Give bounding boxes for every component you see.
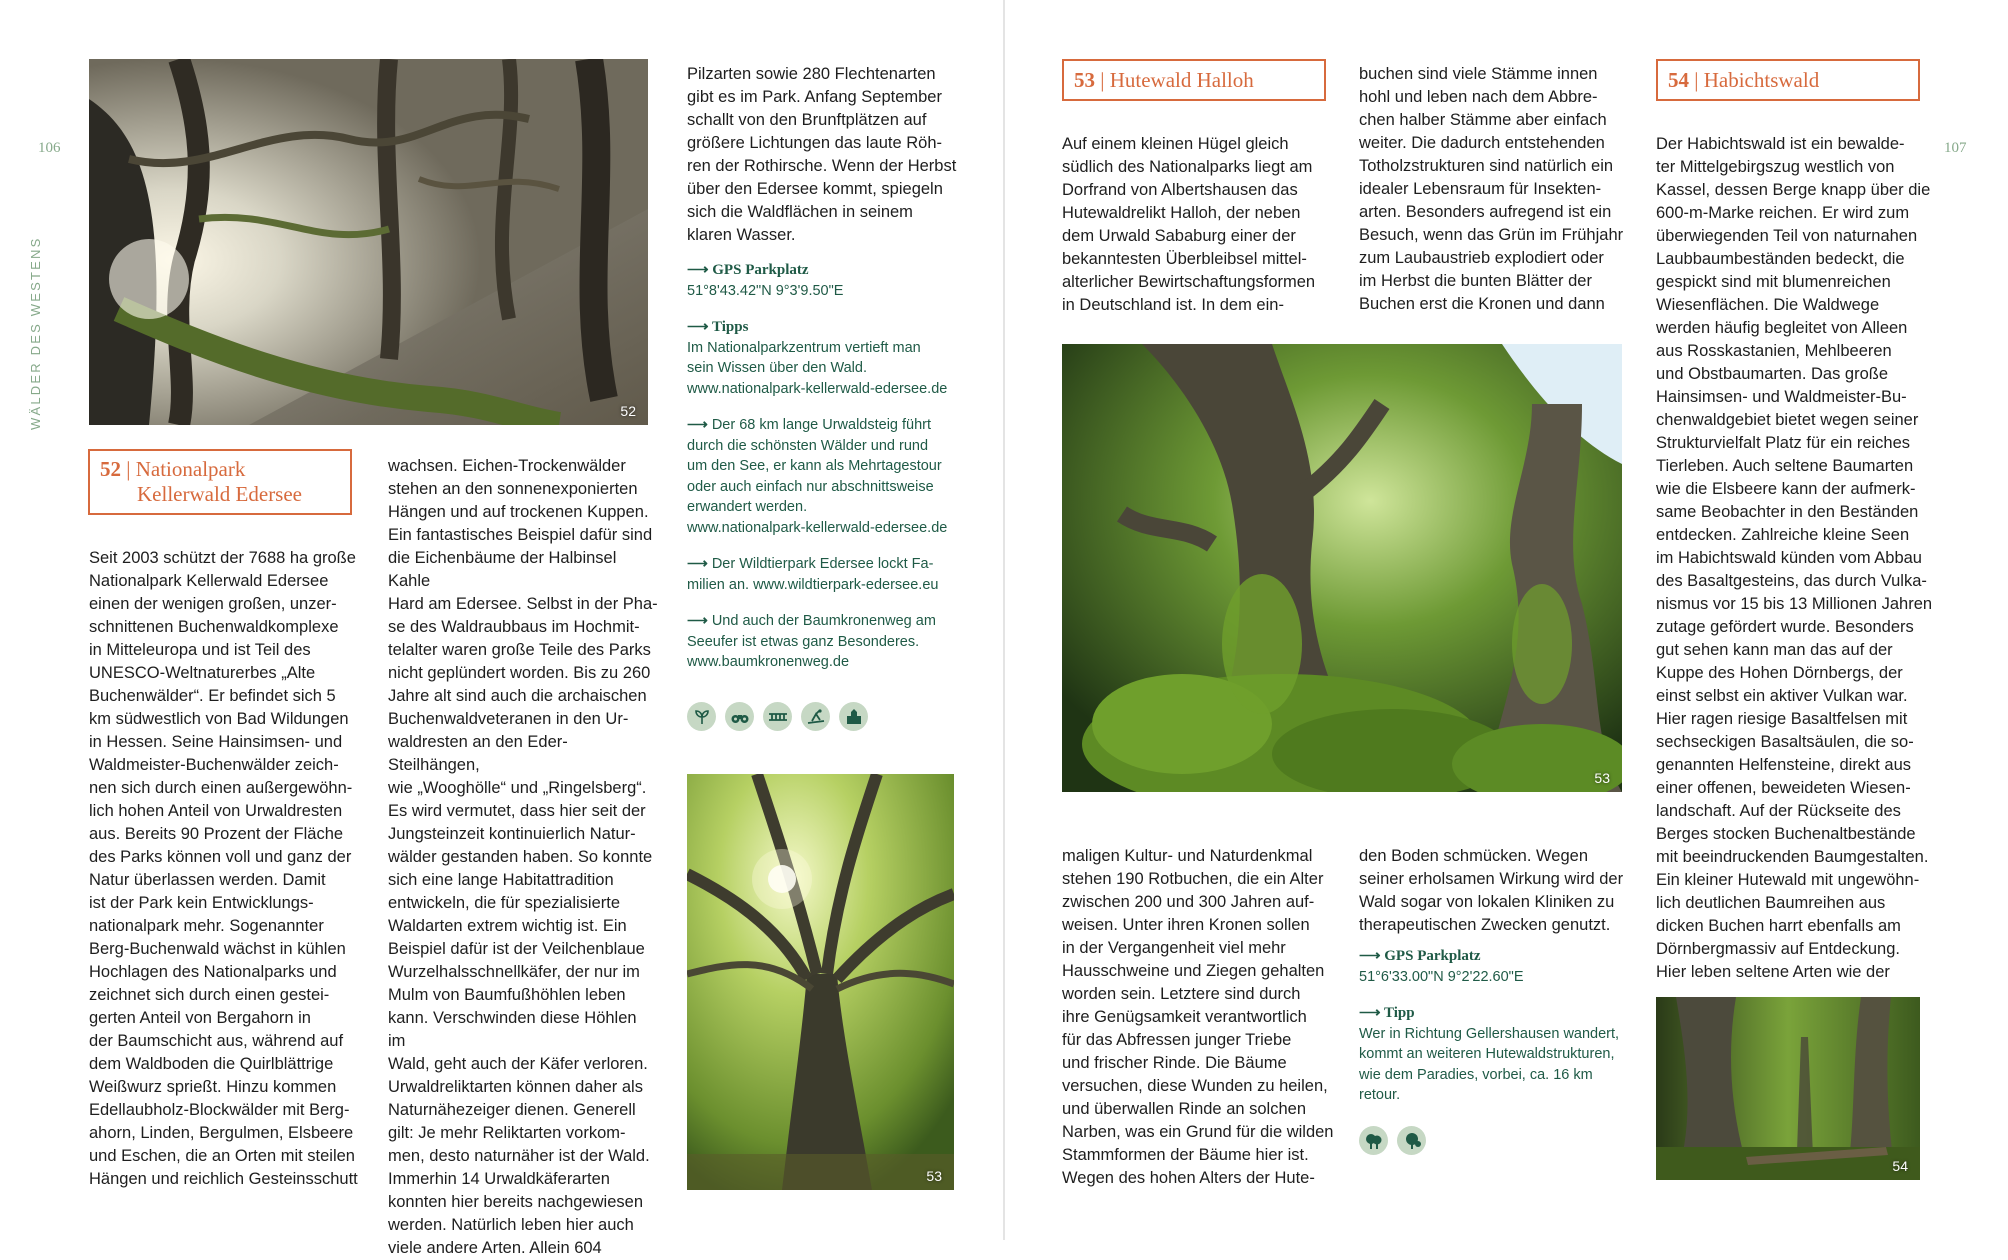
text-line: Hutewaldrelikt Halloh, der neben: [1062, 204, 1301, 222]
text-line: se des Waldraubbaus im Hochmit-: [388, 618, 640, 636]
running-head: WÄLDER DES WESTENS: [28, 236, 43, 430]
text-line: werden häufig begleitet von Alleen: [1656, 319, 1908, 337]
text-line: schallt von den Brunftplätzen auf: [687, 111, 927, 129]
tip-link[interactable]: www.nationalpark-kellerwald-edersee.de: [687, 519, 948, 536]
text-line: ahorn, Linden, Bergulmen, Elsbeere: [89, 1124, 354, 1142]
text-line: chen halber Stämme aber einfach: [1359, 111, 1607, 129]
tip-label: Tipp: [1384, 1005, 1415, 1021]
section-title-line2: Kellerwald Edersee: [137, 482, 302, 506]
text-line: aus. Bereits 90 Prozent der Fläche: [89, 825, 344, 843]
arrow-icon: ⟶: [687, 319, 709, 335]
text-line: lich deutlichen Baumreihen aus: [1656, 894, 1886, 912]
text-line: Wald, geht auch der Käfer verloren.: [388, 1055, 648, 1073]
text-line: therapeutischen Zwecken genutzt.: [1359, 916, 1611, 934]
text-line: bekanntesten Überbleibsel mittel-: [1062, 250, 1307, 268]
text-line: gespickt sind mit blumenreichen: [1656, 273, 1891, 291]
text-line: weiter. Die dadurch entstehenden: [1359, 134, 1605, 152]
text-line: und Obstbaumarten. Das große: [1656, 365, 1889, 383]
text-line: ihre Genügsamkeit verantwortlich: [1062, 1008, 1307, 1026]
photo-number: 53: [926, 1168, 942, 1184]
text-line: konnten hier bereits nachgewiesen: [388, 1193, 644, 1211]
text-line: Wiesenflächen. Die Waldwege: [1656, 296, 1880, 314]
text-line: alterlicher Bewirtschaftungsformen: [1062, 273, 1316, 291]
text-line: gerten Anteil von Bergahorn in: [89, 1009, 311, 1027]
leaf-icon: [687, 702, 716, 731]
text-line: wälder gestanden haben. So konnte: [388, 848, 653, 866]
tip-line: wie dem Paradies, vorbei, ca. 16 km: [1359, 1066, 1593, 1083]
forest-icon: [1359, 1126, 1388, 1155]
text-line: weisen. Unter ihren Kronen sollen: [1062, 916, 1310, 934]
tip-line: milien an. www.wildtierpark-edersee.eu: [687, 576, 939, 593]
text-line: Berges stocken Buchenaltbestände: [1656, 825, 1916, 843]
text-line: und Eschen, die an Orten mit steilen: [89, 1147, 355, 1165]
text-line: entdecken. Zahlreiche kleine Seen: [1656, 526, 1910, 544]
tip-line: Seeufer ist etwas ganz Besonderes.: [687, 633, 920, 650]
text-line: buchen sind viele Stämme innen: [1359, 65, 1598, 83]
text-line: men, desto naturnäher ist der Wald.: [388, 1147, 650, 1165]
text-line: Dörnbergmassiv auf Entdeckung.: [1656, 940, 1900, 958]
text-line: werden. Natürlich leben hier auch: [388, 1216, 634, 1234]
museum-icon: [839, 702, 868, 731]
section-53-column-a: [1062, 133, 1337, 317]
text-line: Wegen des hohen Alters der Hute-: [1062, 1169, 1315, 1187]
photo-kellerwald-oaks: [89, 59, 648, 425]
photo-number: 54: [1892, 1158, 1908, 1174]
text-line: entwickeln, die für spezialisierte: [388, 894, 621, 912]
text-line: zum Laubaustrieb explodiert oder: [1359, 249, 1604, 267]
text-line: schnittenen Buchenwaldkomplexe: [89, 618, 339, 636]
text-line: Berg-Buchenwald wächst in kühlen: [89, 940, 346, 958]
text-line: Es wird vermutet, dass hier seit der: [388, 802, 646, 820]
photo-number: 52: [620, 403, 636, 419]
arrow-icon: ⟶: [687, 556, 708, 572]
gps-coordinates: 51°8'43.42"N 9°3'9.50"E: [687, 282, 844, 299]
section-54-column: [1656, 133, 1934, 984]
text-line: idealer Lebensraum für Insekten-: [1359, 180, 1602, 198]
text-line: in Deutschland ist. In dem ein-: [1062, 296, 1284, 314]
text-line: den Boden schmücken. Wegen: [1359, 847, 1589, 865]
text-line: wie die Elsbeere kann der aufmerk-: [1656, 480, 1916, 498]
tip-line: Im Nationalparkzentrum vertieft man: [687, 339, 921, 356]
text-line: kann. Verschwinden diese Höhlen im: [388, 1009, 637, 1050]
text-line: Hochlagen des Nationalparks und: [89, 963, 337, 981]
text-line: nen sich durch einen außergewöhn-: [89, 779, 353, 797]
book-gutter: [1003, 0, 1005, 1240]
text-line: viele andere Arten. Allein 604: [388, 1239, 602, 1257]
text-line: hohl und leben nach dem Abbre-: [1359, 88, 1598, 106]
text-line: überwiegenden Teil von naturnahen: [1656, 227, 1918, 245]
text-line: Kuppe des Hohen Dörnbergs, der: [1656, 664, 1903, 682]
text-line: der Baumschicht aus, während auf: [89, 1032, 344, 1050]
tip-line: kommt an weiteren Hutewaldstrukturen,: [1359, 1046, 1615, 1062]
text-line: Buchenwaldveteranen in den Ur-: [388, 710, 629, 728]
text-line: Totholzstrukturen sind natürlich ein: [1359, 157, 1614, 175]
text-line: zwischen 200 und 300 Jahren auf-: [1062, 893, 1315, 911]
photo-number: 53: [1594, 770, 1610, 786]
text-line: Hier ragen riesige Basaltfelsen mit: [1656, 710, 1908, 728]
text-line: Ein kleiner Hutewald mit ungewöhn-: [1656, 871, 1920, 889]
text-line: UNESCO-Weltnaturerbes „Alte: [89, 664, 316, 682]
text-line: Naturnähezeiger dienen. Generell: [388, 1101, 636, 1119]
photo-oak-canopy: [687, 774, 954, 1190]
text-line: Waldarten extrem wichtig ist. Ein: [388, 917, 627, 935]
page-number-left: 106: [38, 140, 61, 156]
text-line: und frischer Rinde. Die Bäume: [1062, 1054, 1287, 1072]
tip-line: Der 68 km lange Urwaldsteig führt: [711, 417, 932, 433]
text-line: Waldmeister-Buchenwälder zeich-: [89, 756, 339, 774]
arrow-icon: ⟶: [687, 417, 708, 433]
tip-line: Der Wildtierpark Edersee lockt Fa-: [711, 556, 934, 572]
section-title: Habichtswald: [1703, 68, 1820, 92]
text-line: Urwaldreliktarten können daher als: [388, 1078, 643, 1096]
text-line: über den Edersee kommt, spiegeln: [687, 180, 943, 198]
text-line: genannten Helfensteine, direkt aus: [1656, 756, 1912, 774]
section-53-column-b2: [1359, 845, 1634, 937]
text-line: Kassel, dessen Berge knapp über die: [1656, 181, 1931, 199]
section-52-info: [687, 260, 977, 673]
text-line: waldresten an den Eder-Steilhängen,: [388, 733, 568, 774]
text-line: nismus vor 15 bis 13 Millionen Jahren: [1656, 595, 1933, 613]
text-line: lich hohen Anteil von Urwaldresten: [89, 802, 343, 820]
text-line: Buchenwälder“. Er befindet sich 5: [89, 687, 336, 705]
text-line: versuchen, diese Wunden zu heilen,: [1062, 1077, 1328, 1095]
tip-line: um den See, er kann als Mehrtagestour: [687, 458, 942, 474]
text-line: einer offenen, beweideten Wiesen-: [1656, 779, 1911, 797]
text-line: arten. Besonders aufregend ist ein: [1359, 203, 1612, 221]
tips-label: Tipps: [712, 319, 749, 335]
photo-hutewald-halloh: [1062, 344, 1622, 792]
text-line: sechseckigen Basaltsäulen, die so-: [1656, 733, 1914, 751]
text-line: seiner erholsamen Wirkung wird der: [1359, 870, 1624, 888]
text-line: km südwestlich von Bad Wildungen: [89, 710, 349, 728]
text-line: Hainsimsen- und Waldmeister-Bu-: [1656, 388, 1907, 406]
page-number-right: 107: [1944, 140, 1967, 156]
text-line: Stammformen der Bäume hier ist.: [1062, 1146, 1309, 1164]
arrow-icon: ⟶: [687, 613, 708, 629]
text-line: Jungsteinzeit kontinuierlich Natur-: [388, 825, 636, 843]
text-line: Jahre alt sind auch die archaischen: [388, 687, 647, 705]
text-line: Hängen und auf trockenen Kuppen.: [388, 503, 649, 521]
text-line: Buchen erst die Kronen und dann: [1359, 295, 1605, 313]
text-line: des Parks können voll und ganz der: [89, 848, 352, 866]
text-line: in der Vergangenheit viel mehr: [1062, 939, 1286, 957]
text-line: im Habichtswald künden vom Abbau: [1656, 549, 1922, 567]
text-line: sich eine lange Habitattradition: [388, 871, 614, 889]
tip-line: durch die schönsten Wälder und rund: [687, 437, 929, 454]
text-line: Der Habichtswald ist ein bewalde-: [1656, 135, 1905, 153]
tip-line: oder auch einfach nur abschnittsweise: [687, 478, 934, 495]
text-line: zutage gefördert wurde. Besonders: [1656, 618, 1914, 636]
tip-line: erwandert werden.: [687, 499, 808, 515]
text-line: nationalpark mehr. Sogenannter: [89, 917, 324, 935]
hiking-icon: [801, 702, 830, 731]
text-line: gilt: Je mehr Reliktarten vorkom-: [388, 1124, 626, 1142]
section-53-column-b: [1359, 63, 1634, 316]
text-line: größere Lichtungen das laute Röh-: [687, 134, 942, 152]
text-line: zeichnet sich durch einen gestei-: [89, 986, 330, 1004]
section-53-title: 53 | Hutewald Halloh: [1062, 59, 1326, 101]
text-line: dem Waldboden die Quirlblättrige: [89, 1055, 334, 1073]
section-53-icons: [1359, 1126, 1426, 1155]
text-line: stehen an den sonnenexponierten: [388, 480, 638, 498]
text-line: ren der Rothirsche. Wenn der Herbst: [687, 157, 957, 175]
text-line: und überwallen Rinde an solchen: [1062, 1100, 1307, 1118]
text-line: Edellaubholz-Blockwälder mit Berg-: [89, 1101, 350, 1119]
text-line: für das Abfressen junger Triebe: [1062, 1031, 1292, 1049]
text-line: Tierleben. Auch seltene Baumarten: [1656, 457, 1914, 475]
section-number: 52: [100, 457, 121, 481]
text-line: Besuch, wenn das Grün im Frühjahr: [1359, 226, 1624, 244]
text-line: dem Urwald Sababurg einer der: [1062, 227, 1296, 245]
tip-link[interactable]: www.nationalpark-kellerwald-edersee.de: [687, 380, 948, 397]
text-line: Weißwurz sprießt. Hinzu kommen: [89, 1078, 337, 1096]
text-line: Strukturvielfalt Platz für ein reiches: [1656, 434, 1911, 452]
section-title-line1: Nationalpark: [135, 457, 246, 481]
gps-label: GPS Parkplatz: [1384, 948, 1481, 964]
section-53-column-a2: [1062, 845, 1337, 1190]
section-52-column-2: [388, 455, 658, 1260]
tip-line: Wer in Richtung Gellershausen wandert,: [1359, 1025, 1620, 1042]
text-line: Hängen und reichlich Gesteinsschutt: [89, 1170, 358, 1188]
text-line: chenwaldgebiet bietet wegen seiner: [1656, 411, 1919, 429]
text-line: worden sein. Letztere sind durch: [1062, 985, 1301, 1003]
text-line: stehen 190 Rotbuchen, die ein Alter: [1062, 870, 1324, 888]
text-line: Nationalpark Kellerwald Edersee: [89, 572, 329, 590]
treetop-walk-icon: [763, 702, 792, 731]
tip-line: sein Wissen über den Wald.: [687, 360, 867, 376]
text-line: in Hessen. Seine Hainsimsen- und: [89, 733, 343, 751]
section-title: Hutewald Halloh: [1109, 68, 1254, 92]
text-line: landschaft. Auf der Rückseite des: [1656, 802, 1901, 820]
section-52-title: 52 | Nationalpark Kellerwald Edersee: [88, 449, 352, 515]
tip-link[interactable]: www.baumkronenweg.de: [687, 654, 850, 670]
tip-line: Und auch der Baumkronenweg am: [711, 613, 936, 629]
text-line: telalter waren große Teile des Parks: [388, 641, 651, 659]
text-line: same Beobachter in den Beständen: [1656, 503, 1919, 521]
section-53-info: [1359, 946, 1659, 1106]
text-line: Beispiel dafür ist der Veilchenblaue: [388, 940, 645, 958]
section-number: 53: [1074, 68, 1095, 92]
text-line: des Basaltgesteins, das durch Vulka-: [1656, 572, 1927, 590]
section-52-icons: [687, 702, 868, 731]
text-line: südlich des Nationalparks liegt am: [1062, 158, 1313, 176]
text-line: 600-m-Marke reichen. Er wird zum: [1656, 204, 1910, 222]
text-line: Hier leben seltene Arten wie der: [1656, 963, 1890, 981]
text-line: Seit 2003 schützt der 7688 ha große: [89, 549, 356, 567]
text-line: in Mitteleuropa und ist Teil des: [89, 641, 311, 659]
text-line: die Eichenbäume der Halbinsel Kahle: [388, 549, 617, 590]
section-52-column-3: [687, 63, 957, 247]
text-line: aus Rosskastanien, Mehlbeeren: [1656, 342, 1892, 360]
text-line: Pilzarten sowie 280 Flechtenarten: [687, 65, 936, 83]
tree-icon: [1397, 1126, 1426, 1155]
arrow-icon: ⟶: [1359, 948, 1381, 964]
text-line: wie „Wooghölle“ und „Ringelsberg“.: [388, 779, 647, 797]
text-line: maligen Kultur- und Naturdenkmal: [1062, 847, 1313, 865]
text-line: klaren Wasser.: [687, 226, 796, 244]
text-line: Natur überlassen werden. Damit: [89, 871, 326, 889]
text-line: Immerhin 14 Urwaldkäferarten: [388, 1170, 610, 1188]
text-line: Wurzelhalsschnellkäfer, der nur im: [388, 963, 640, 981]
text-line: sich die Waldflächen in seinem: [687, 203, 913, 221]
text-line: Dorfrand von Albertshausen das: [1062, 181, 1298, 199]
text-line: ist der Park kein Entwicklungs-: [89, 894, 314, 912]
text-line: im Herbst die bunten Blätter der: [1359, 272, 1592, 290]
text-line: einst selbst ein aktiver Vulkan war.: [1656, 687, 1908, 705]
gps-label: GPS Parkplatz: [712, 262, 809, 278]
text-line: Auf einem kleinen Hügel gleich: [1062, 135, 1289, 153]
text-line: dicken Buchen harrt ebenfalls am: [1656, 917, 1901, 935]
text-line: gut sehen kann man das auf der: [1656, 641, 1893, 659]
text-line: einen der wenigen großen, unzer-: [89, 595, 337, 613]
text-line: Mulm von Baumfußhöhlen leben: [388, 986, 626, 1004]
text-line: Ein fantastisches Beispiel dafür sind: [388, 526, 653, 544]
arrow-icon: ⟶: [687, 262, 709, 278]
section-number: 54: [1668, 68, 1689, 92]
text-line: nicht geplündert worden. Bis zu 260: [388, 664, 651, 682]
text-line: Laubbaumbeständen bedeckt, die: [1656, 250, 1905, 268]
text-line: gibt es im Park. Anfang September: [687, 88, 942, 106]
text-line: Narben, was ein Grund für die wilden: [1062, 1123, 1334, 1141]
section-52-column-1: [89, 547, 359, 1191]
tip-line: retour.: [1359, 1087, 1401, 1103]
text-line: ter Mittelgebirgszug westlich von: [1656, 158, 1895, 176]
text-line: Wald sogar von lokalen Kliniken zu: [1359, 893, 1615, 911]
section-54-title: 54 | Habichtswald: [1656, 59, 1920, 101]
text-line: Hard am Edersee. Selbst in der Pha-: [388, 595, 658, 613]
gps-coordinates: 51°6'33.00"N 9°2'22.60"E: [1359, 968, 1524, 985]
text-line: mit beeindruckenden Baumgestalten.: [1656, 848, 1929, 866]
text-line: Hausschweine und Ziegen gehalten: [1062, 962, 1325, 980]
arrow-icon: ⟶: [1359, 1005, 1381, 1021]
photo-habichtswald: [1656, 997, 1920, 1180]
binoculars-icon: [725, 702, 754, 731]
text-line: wachsen. Eichen-Trockenwälder: [388, 457, 626, 475]
